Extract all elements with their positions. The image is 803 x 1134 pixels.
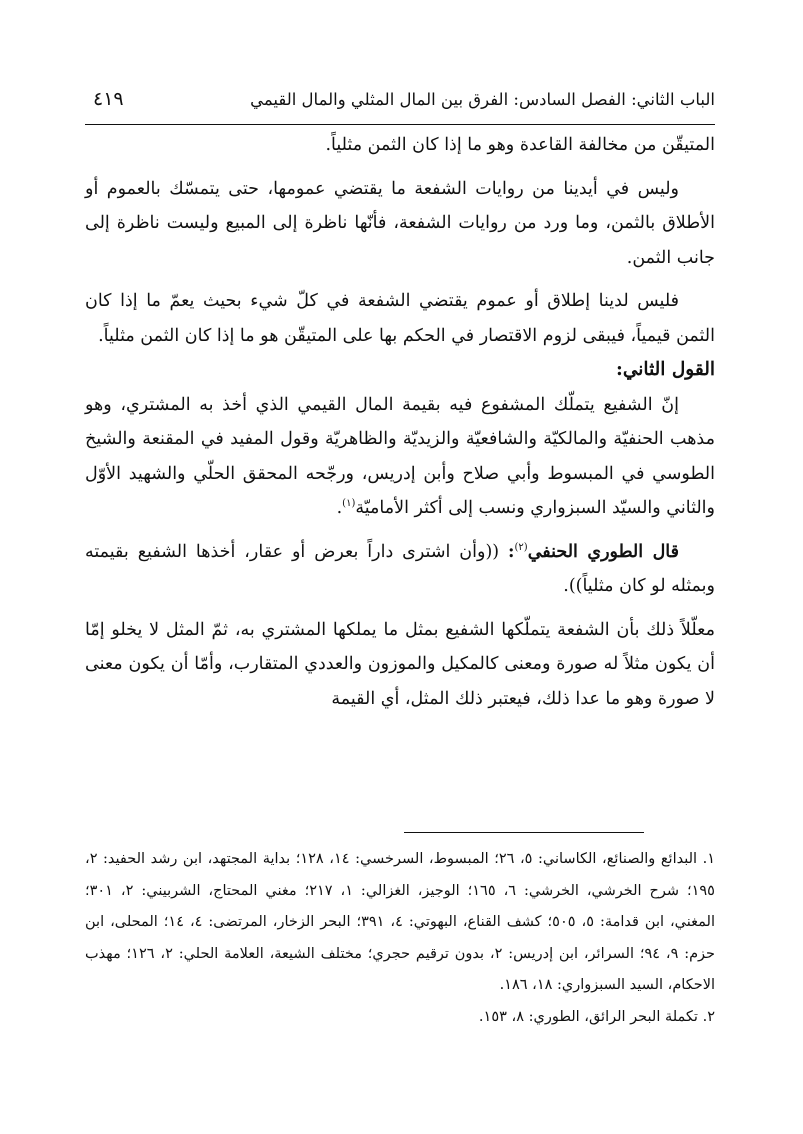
- footnotes: [85, 844, 715, 1033]
- paragraph: وليس في أيدينا من روايات الشفعة ما يقتضي عمومها، حتى يتمسّك بالعموم أو الأطلاق بالثمن، وما ورد من روايات الشفعة، فأنّها ناظرة إلى المبيع وليست ناظرة إلى جانب الثمن.: [85, 178, 715, 268]
- running-header: [85, 84, 715, 125]
- paragraph: المتيقّن من مخالفة القاعدة وهو ما إذا كان الثمن مثلياً.: [325, 135, 715, 155]
- footnote-divider: [404, 832, 644, 833]
- paragraph: [85, 535, 715, 604]
- paragraph: فليس لدينا إطلاق أو عموم يقتضي الشفعة في كلّ شيء بحيث يعمّ ما إذا كان الثمن قيمياً، فيبقى لزوم الاقتصار في الحكم بها على المتيقّن هو ما إذا كان الثمن مثلياً.: [85, 291, 715, 346]
- paragraph: [85, 388, 715, 526]
- section-heading: القول الثاني:: [616, 359, 715, 380]
- paragraph-text: إنّ الشفيع يتملّك المشفوع فيه بقيمة المال القيمي الذي أخذ به المشتري، وهو مذهب الحنفيّة والمالكيّة والشافعيّة والزيديّة والظاهريّة وقول المفيد في المقنعة والشيخ الطوسي في المبسوط وأبي صلاح وأبن إدريس، ورجّحه المحقق الحلّي والشهيد الأوّل والثاني والسيّد السبزواري ونسب إلى أكثر الأماميّة: [85, 394, 715, 518]
- chapter-title: الباب الثاني: الفصل السادس: الفرق بين المال المثلي والمال القيمي: [250, 90, 715, 109]
- colon: :: [508, 541, 515, 562]
- page-number: ٤١٩: [93, 88, 124, 110]
- paragraph: معلّلاً ذلك بأن الشفعة يتملّكها الشفيع بمثل ما يملكها المشتري به، ثمّ المثل لا يخلو إمّا أن يكون مثلاً له صورة ومعنى كالمكيل والموزون والعددي المتقارب، وأمّا أن يكون معنى لا صورة وهو ما عدا ذلك، فيعتبر ذلك المثل، أي القيمة: [85, 619, 715, 709]
- footnote-ref: (٢): [514, 541, 528, 553]
- footnote: ٢. تكملة البحر الرائق، الطوري: ٨، ١٥٣.: [478, 1008, 715, 1025]
- main-text: [85, 128, 715, 716]
- paragraph-end: .: [336, 498, 343, 518]
- footnote: ١. البدائع والصنائع، الكاساني: ٥، ٢٦؛ المبسوط، السرخسي: ١٤، ١٢٨؛ بداية المجتهد، ابن رشد الحفيد: ٢، ١٩٥؛ شرح الخرشي، الخرشي: ٦، ١٦٥؛ الوجيز، الغزالي: ١، ٢١٧؛ مغني المحتاج، الشربيني: ٢، ٣٠١؛ المغني، ابن قدامة: ٥، ٥٠٥؛ كشف القناع، البهوتي: ٤، ٣٩١؛ البحر الزخار، المرتضى: ٤، ١٤؛ المحلى، ابن حزم: ٩، ٩٤؛ السرائر، ابن إدريس: ٢، بدون ترقيم حجري؛ مختلف الشيعة، العلامة الحلي: ٢، ١٢٦؛ مهذب الاحكام، السيد السبزواري: ١٨، ١٨٦.: [85, 851, 716, 993]
- footnote-ref: (١): [342, 498, 356, 510]
- quote-author: قال الطوري الحنفي: [527, 541, 680, 562]
- quote-text: ((وأن اشترى داراً بعرض أو عقار، أخذها الشفيع بقيمته وبمثله لو كان مثلياً)).: [85, 541, 715, 596]
